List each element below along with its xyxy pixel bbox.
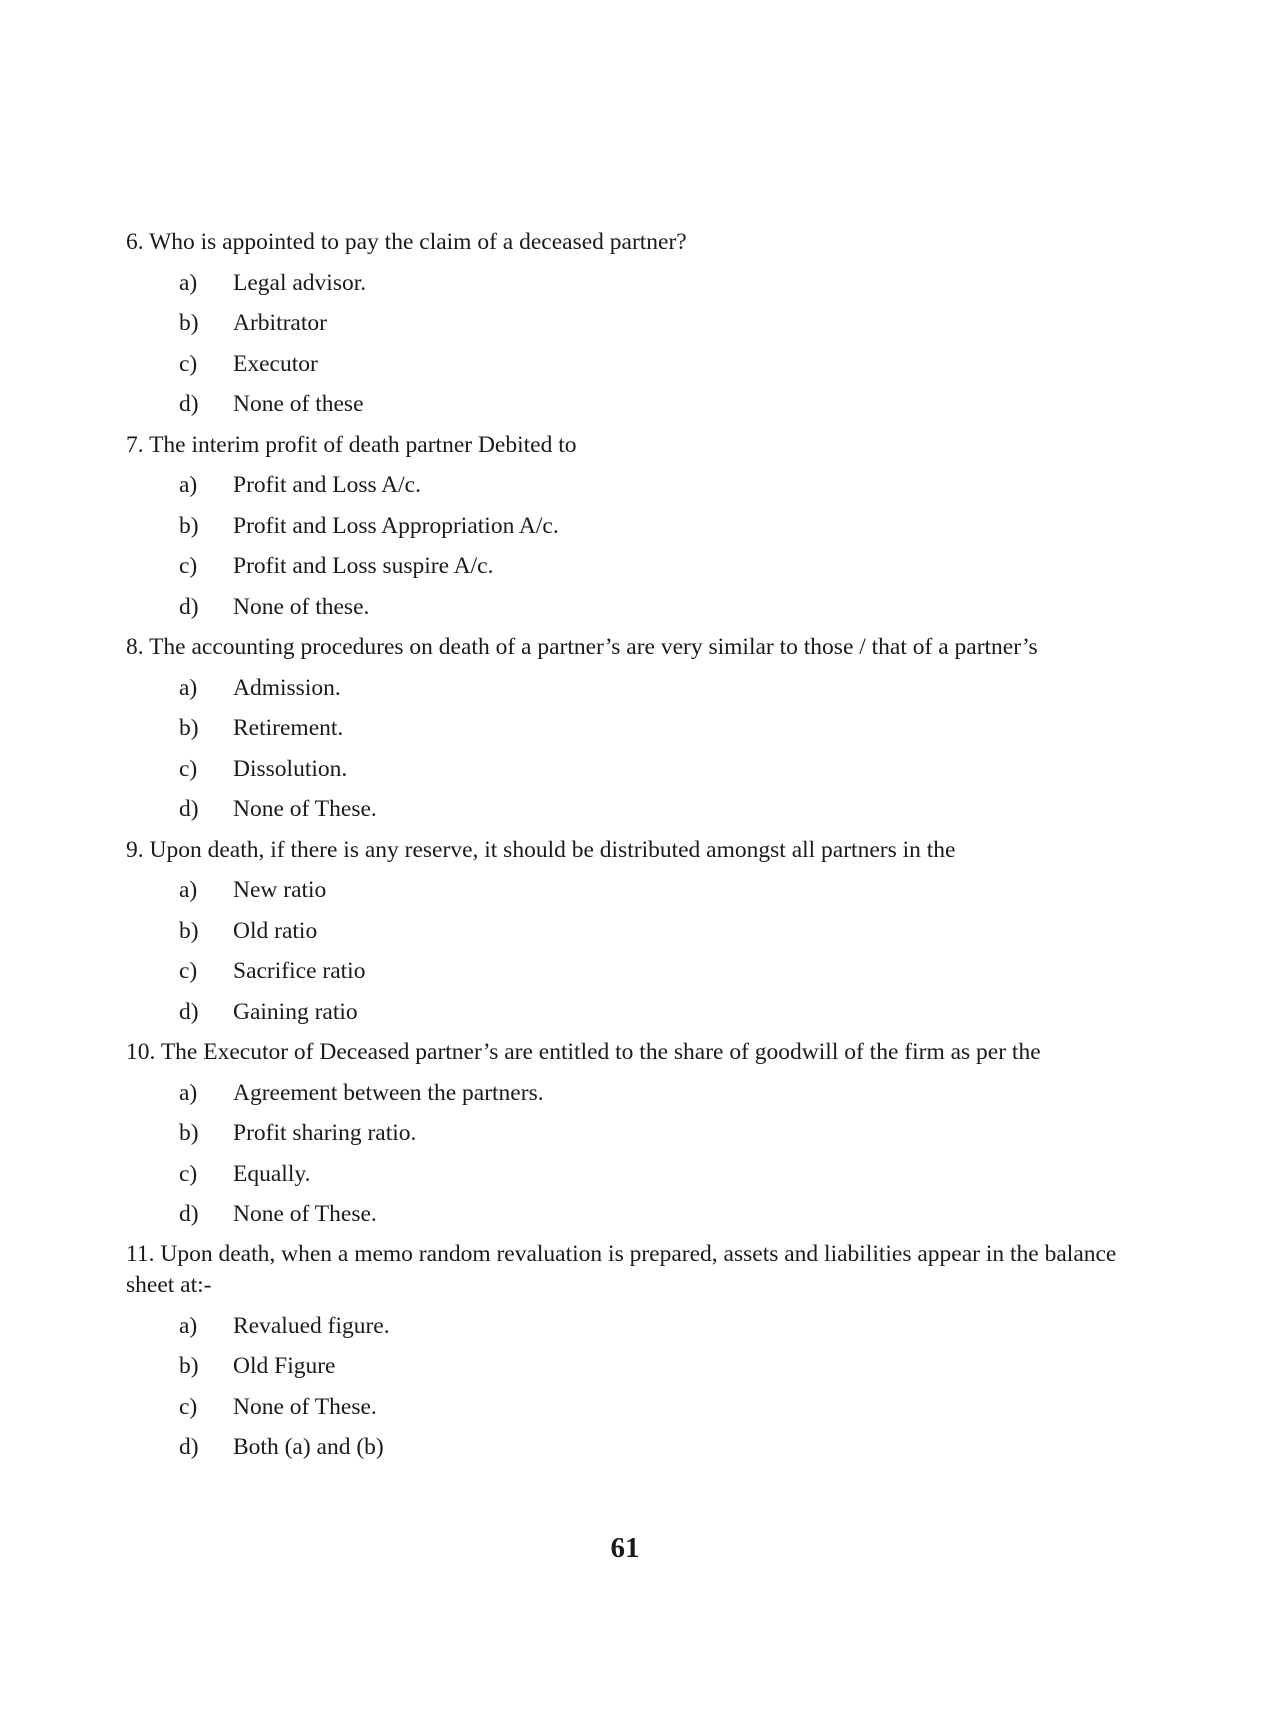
option-letter: c) (179, 1160, 198, 1187)
option-letter: a) (179, 1079, 198, 1106)
option-text: Both (a) and (b) (233, 1434, 384, 1460)
option-list (126, 1077, 1136, 1239)
option-letter: d) (179, 593, 199, 620)
option-list (126, 469, 1136, 631)
option-letter: c) (179, 350, 198, 377)
option-c (126, 348, 1136, 389)
option-text: Gaining ratio (233, 998, 358, 1025)
option-b (126, 915, 1136, 956)
option-a (126, 874, 1136, 915)
option-a (126, 1077, 1136, 1118)
option-c (126, 955, 1136, 996)
option-d (126, 591, 1136, 632)
option-letter: c) (179, 1393, 198, 1420)
question-6 (126, 226, 1136, 429)
question-7 (126, 429, 1136, 632)
option-b (126, 1350, 1136, 1391)
option-letter: a) (179, 1312, 198, 1339)
option-b (126, 307, 1136, 348)
page-number: 61 (610, 1532, 640, 1564)
question-text: 10. The Executor of Deceased partner’s are entitled to the share of goodwill of the firm as per the (126, 1039, 1041, 1065)
option-letter: c) (179, 958, 198, 984)
option-text: Old ratio (233, 917, 318, 944)
option-letter: a) (179, 877, 198, 903)
option-a (126, 267, 1136, 308)
option-letter: a) (179, 269, 198, 296)
question-9 (126, 834, 1136, 1037)
option-text: Profit and Loss Appropriation A/c. (233, 512, 559, 539)
option-c (126, 1391, 1136, 1432)
option-text: Equally. (233, 1160, 311, 1187)
option-letter: d) (179, 391, 199, 417)
option-list (126, 267, 1136, 429)
option-letter: c) (179, 553, 198, 579)
option-c (126, 753, 1136, 794)
option-text: Profit and Loss suspire A/c. (233, 553, 494, 579)
option-text: Profit sharing ratio. (233, 1120, 417, 1146)
question-8 (126, 631, 1136, 834)
option-b (126, 712, 1136, 753)
option-letter: a) (179, 674, 198, 701)
option-b (126, 510, 1136, 551)
option-text: Arbitrator (233, 310, 327, 336)
question-list (126, 226, 1136, 1472)
option-letter: b) (179, 715, 199, 741)
option-text: None of These. (233, 1393, 377, 1420)
option-letter: b) (179, 1120, 199, 1146)
question-text: 9. Upon death, if there is any reserve, it should be distributed amongst all partners in the (126, 836, 956, 863)
option-d (126, 1431, 1136, 1472)
option-letter: b) (179, 1353, 199, 1379)
option-text: Dissolution. (233, 755, 348, 782)
option-text: Agreement between the partners. (233, 1079, 544, 1106)
question-11 (126, 1239, 1136, 1472)
option-text: Profit and Loss A/c. (233, 472, 421, 498)
option-text: Old Figure (233, 1353, 336, 1379)
option-text: Sacrifice ratio (233, 958, 366, 984)
option-text: Executor (233, 350, 318, 377)
option-text: None of These. (233, 1201, 377, 1227)
option-text: None of These. (233, 796, 377, 822)
question-text: 11. Upon death, when a memo random revaluation is prepared, assets and liabilities appear in the balance sheet at:- (126, 1240, 1117, 1298)
option-list (126, 672, 1136, 834)
option-d (126, 1198, 1136, 1239)
question-text: 7. The interim profit of death partner Debited to (126, 431, 577, 458)
option-letter: c) (179, 755, 198, 782)
option-letter: b) (179, 917, 199, 944)
question-text: 6. Who is appointed to pay the claim of a deceased partner? (126, 229, 687, 255)
option-letter: d) (179, 998, 199, 1025)
option-letter: d) (179, 796, 199, 822)
option-c (126, 550, 1136, 591)
option-text: None of these. (233, 593, 370, 620)
option-list (126, 1310, 1136, 1472)
option-d (126, 388, 1136, 429)
option-a (126, 1310, 1136, 1351)
option-c (126, 1158, 1136, 1199)
option-text: Admission. (233, 674, 341, 701)
option-letter: d) (179, 1434, 199, 1460)
option-letter: a) (179, 472, 198, 498)
option-text: Retirement. (233, 715, 344, 741)
option-text: None of these (233, 391, 364, 417)
question-10 (126, 1036, 1136, 1239)
option-text: Legal advisor. (233, 269, 367, 296)
option-a (126, 469, 1136, 510)
option-letter: b) (179, 310, 199, 336)
question-text: 8. The accounting procedures on death of a partner’s are very similar to those / that of a partner’s (126, 634, 1038, 660)
option-list (126, 874, 1136, 1036)
option-letter: d) (179, 1201, 199, 1227)
option-d (126, 793, 1136, 834)
option-letter: b) (179, 512, 199, 539)
option-d (126, 996, 1136, 1037)
option-b (126, 1117, 1136, 1158)
option-text: Revalued figure. (233, 1312, 390, 1339)
option-text: New ratio (233, 877, 327, 903)
option-a (126, 672, 1136, 713)
